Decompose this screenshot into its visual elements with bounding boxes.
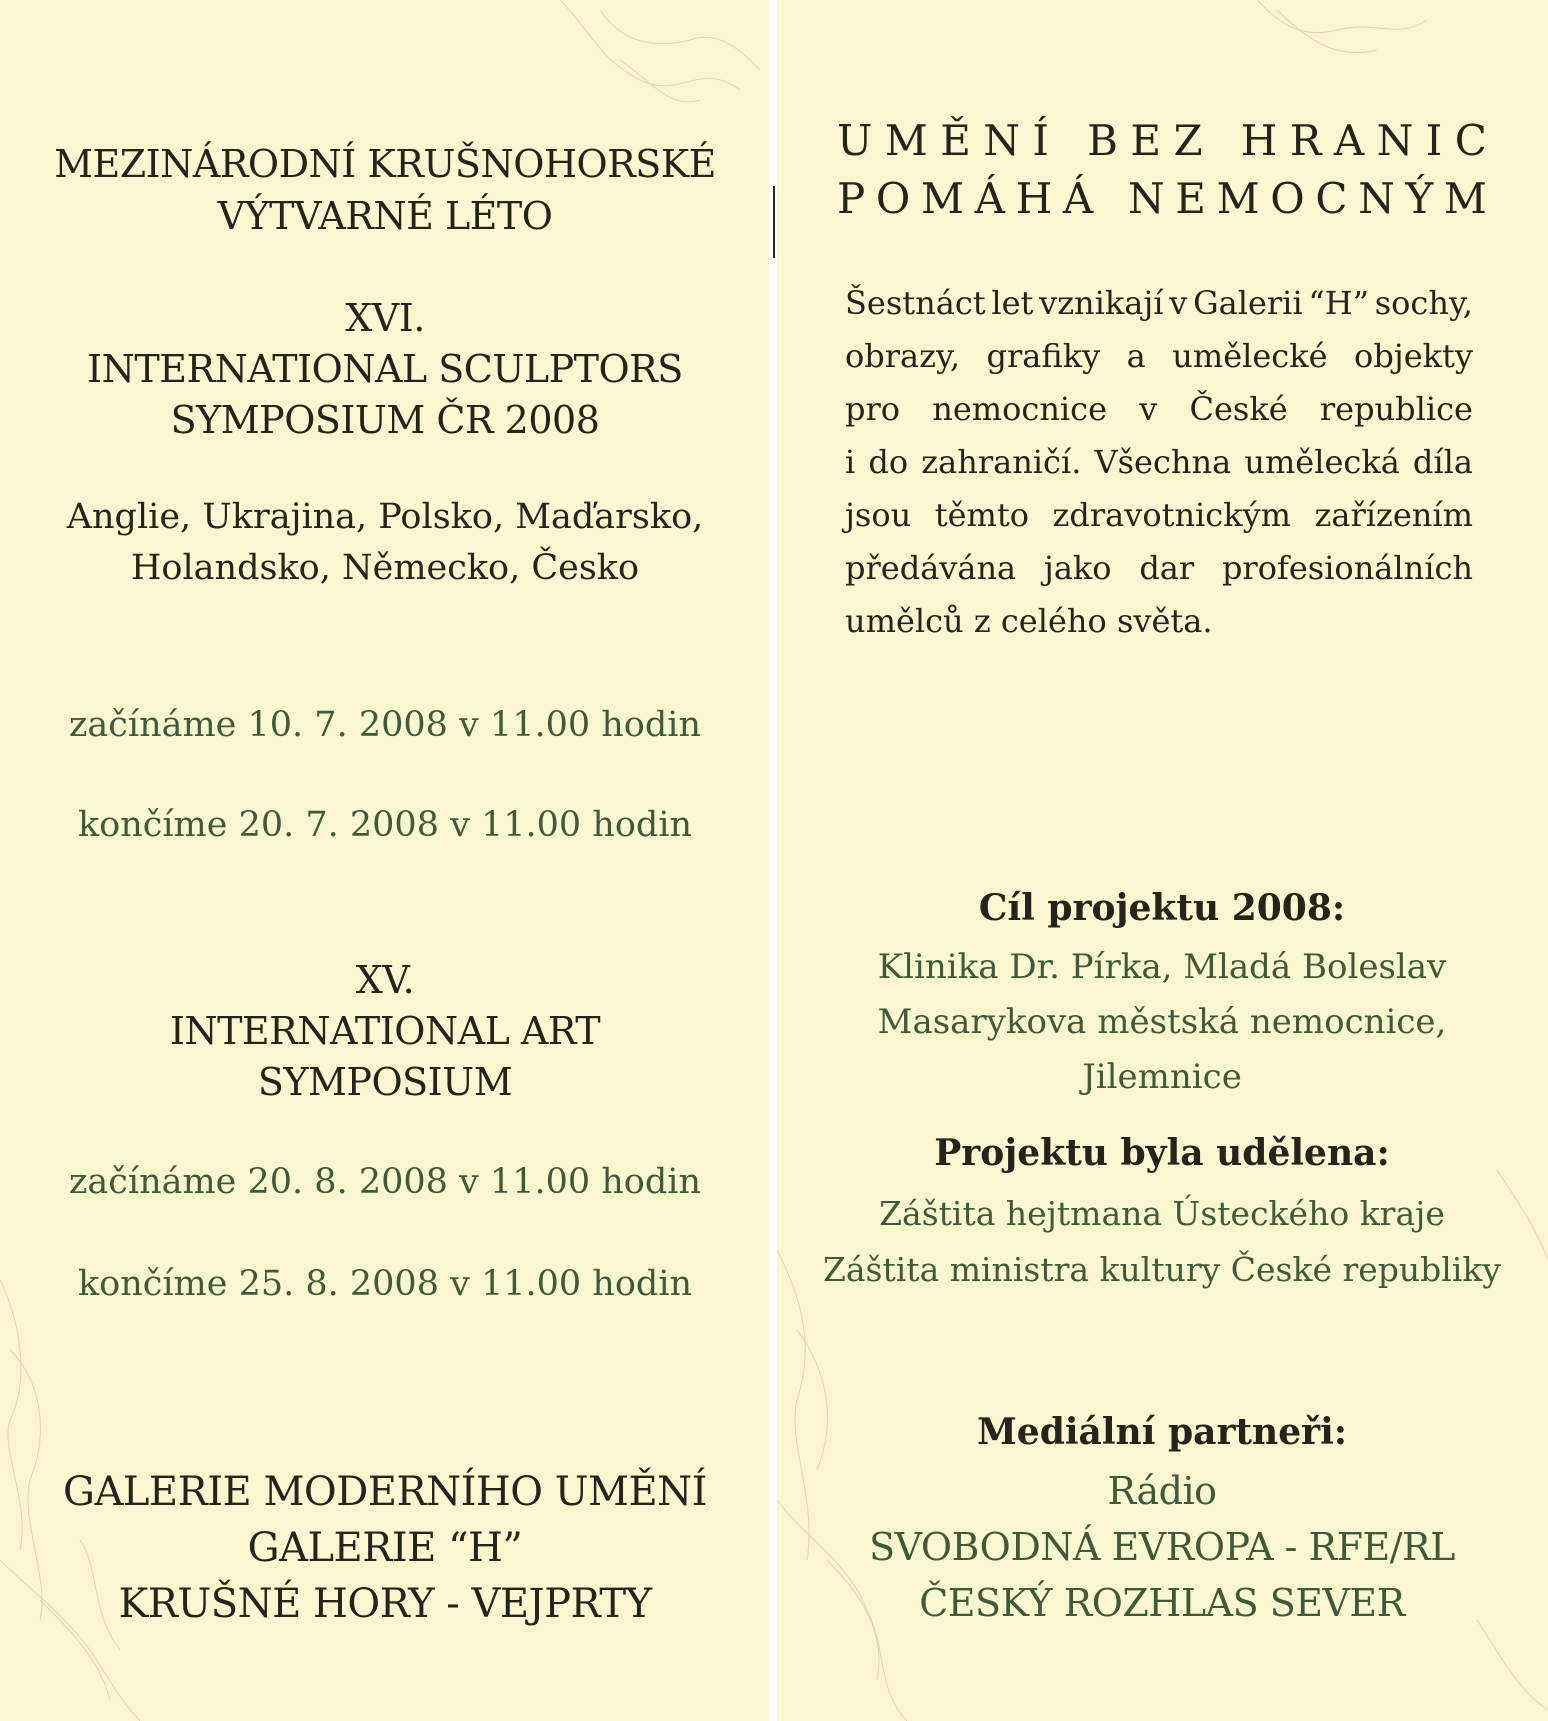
countries-list — [30, 492, 740, 594]
paragraph-word: a — [1126, 337, 1146, 375]
paragraph-word: zahraničí. — [921, 443, 1082, 481]
paragraph-line — [845, 436, 1473, 489]
title-row — [837, 170, 1487, 228]
heading-line: SYMPOSIUM ČR 2008 — [170, 398, 600, 442]
countries-line: Anglie, Ukrajina, Polsko, Maďarsko, — [66, 497, 704, 537]
paragraph-word: jako — [1043, 549, 1112, 587]
title-letter: A — [1333, 116, 1365, 165]
paragraph-word: umělecké — [1172, 337, 1328, 375]
grant-line: Záštita ministra kultury České republiky — [822, 1250, 1502, 1289]
paragraph-line — [845, 595, 1473, 648]
heading-line: XVI. — [345, 296, 425, 340]
title-letter: C — [1315, 174, 1348, 223]
paragraph-word: “H” — [1308, 284, 1369, 322]
sculptors-symposium-heading — [30, 293, 740, 446]
project-title — [837, 112, 1487, 228]
media-partners — [797, 1463, 1527, 1631]
paragraph-line — [845, 489, 1473, 542]
paragraph-line — [845, 542, 1473, 595]
title-letter: Í — [1032, 116, 1049, 165]
paragraph-word: objekty — [1354, 337, 1473, 375]
left-panel — [0, 0, 769, 1721]
gallery-line: KRUŠNÉ HORY - VEJPRTY — [118, 1581, 652, 1627]
title-letter: M — [1216, 174, 1260, 223]
title-letter: R — [1289, 116, 1322, 165]
title-letter: N — [1358, 174, 1395, 223]
fold-mark — [773, 186, 775, 258]
media-heading: Mediální partneři: — [976, 1411, 1348, 1453]
paragraph-word: dar — [1139, 549, 1195, 587]
paragraph-word: zdravotnickým — [1052, 496, 1292, 534]
paragraph-word: umělecká — [1244, 443, 1400, 481]
paragraph-word: let — [991, 284, 1034, 322]
paragraph-word: umělců z celého světa. — [845, 602, 1213, 640]
goal-list — [797, 940, 1527, 1105]
title-letter — [1104, 170, 1117, 228]
paragraph-word: těmto — [934, 496, 1029, 534]
art-end-date: končíme 25. 8. 2008 v 11.00 hodin — [77, 1264, 693, 1304]
paragraph-word: Galerii — [1193, 284, 1303, 322]
title-letter: H — [1015, 174, 1053, 223]
title-letter: N — [983, 116, 1021, 165]
art-start-date: začínáme 20. 8. 2008 v 11.00 hodin — [68, 1162, 702, 1202]
title-letter: N — [1127, 174, 1165, 223]
paragraph-word: České — [1189, 390, 1288, 428]
paragraph-word: v — [1169, 284, 1188, 322]
media-line: Rádio — [1107, 1469, 1217, 1513]
heading-line: INTERNATIONAL SCULPTORS — [87, 347, 683, 391]
gallery-line: GALERIE “H” — [247, 1525, 523, 1571]
paragraph-word: obrazy, — [845, 337, 960, 375]
title-letter: Z — [1173, 116, 1203, 165]
marble-texture-left — [0, 0, 769, 1721]
title-letter: H — [1240, 116, 1278, 165]
media-line: SVOBODNÁ EVROPA - RFE/RL — [869, 1525, 1455, 1569]
paragraph-word: republice — [1319, 390, 1473, 428]
paragraph-line — [845, 330, 1473, 383]
title-letter: O — [875, 174, 911, 223]
art-symposium-heading — [30, 955, 740, 1108]
sculptors-end-date: končíme 20. 7. 2008 v 11.00 hodin — [77, 805, 693, 845]
title-letter: M — [1443, 174, 1487, 223]
media-line: ČESKÝ ROZHLAS SEVER — [919, 1581, 1405, 1625]
countries-line: Holandsko, Německo, Česko — [130, 548, 640, 588]
heading-line: XV. — [355, 958, 415, 1002]
title-letter: M — [920, 174, 964, 223]
title-letter: I — [1425, 116, 1443, 165]
title-line: VÝTVARNÉ LÉTO — [217, 194, 553, 238]
paragraph-word: sochy, — [1374, 284, 1473, 322]
grant-line: Záštita hejtmana Ústeckého kraje — [879, 1194, 1445, 1233]
sculptors-start-date: začínáme 10. 7. 2008 v 11.00 hodin — [68, 705, 702, 745]
paragraph-word: profesionálních — [1221, 549, 1473, 587]
title-letter: Ý — [1405, 174, 1434, 223]
paragraph-line — [845, 383, 1473, 436]
goal-line: Masarykova městská nemocnice, — [877, 1002, 1447, 1042]
summer-title — [30, 138, 740, 242]
title-letter: Á — [974, 174, 1005, 223]
paragraph-word: pro — [845, 390, 901, 428]
title-letter: E — [1130, 116, 1162, 165]
paragraph-word: díla — [1412, 443, 1473, 481]
grant-heading: Projektu byla udělena: — [934, 1132, 1390, 1174]
project-description — [845, 277, 1473, 648]
title-letter: N — [1376, 116, 1414, 165]
title-row — [837, 112, 1487, 170]
title-letter — [1215, 112, 1228, 170]
paragraph-word: i — [845, 443, 856, 481]
paragraph-word: v — [1139, 390, 1158, 428]
paragraph-word: jsou — [845, 496, 912, 534]
paragraph-word: předávána — [845, 549, 1017, 587]
title-letter: Ě — [940, 116, 971, 165]
title-letter — [1061, 112, 1074, 170]
title-letter: E — [1175, 174, 1206, 223]
goal-heading: Cíl projektu 2008: — [978, 887, 1346, 929]
title-letter: B — [1087, 116, 1119, 165]
fold-gutter — [769, 0, 777, 1721]
title-letter: M — [884, 116, 928, 165]
gallery-name — [30, 1464, 740, 1632]
paragraph-word: Všechna — [1094, 443, 1232, 481]
heading-line: SYMPOSIUM — [257, 1060, 513, 1104]
title-letter: U — [837, 116, 873, 165]
paragraph-word: nemocnice — [932, 390, 1108, 428]
grant-list — [787, 1186, 1537, 1298]
paragraph-word: grafiky — [986, 337, 1101, 375]
title-line: MEZINÁRODNÍ KRUŠNOHORSKÉ — [54, 142, 716, 186]
title-letter: Á — [1062, 174, 1094, 223]
title-letter: C — [1454, 116, 1487, 165]
goal-line: Jilemnice — [1082, 1057, 1242, 1097]
title-letter: P — [837, 174, 866, 223]
title-letter: O — [1270, 174, 1305, 223]
gallery-line: GALERIE MODERNÍHO UMĚNÍ — [63, 1469, 707, 1515]
right-panel — [777, 0, 1548, 1721]
paragraph-line — [845, 277, 1473, 330]
paragraph-word: do — [868, 443, 909, 481]
paragraph-word: vznikají — [1039, 284, 1164, 322]
heading-line: INTERNATIONAL ART — [169, 1009, 601, 1053]
goal-line: Klinika Dr. Pírka, Mladá Boleslav — [877, 947, 1447, 987]
paragraph-word: zařízením — [1314, 496, 1473, 534]
paragraph-word: Šestnáct — [845, 284, 986, 322]
